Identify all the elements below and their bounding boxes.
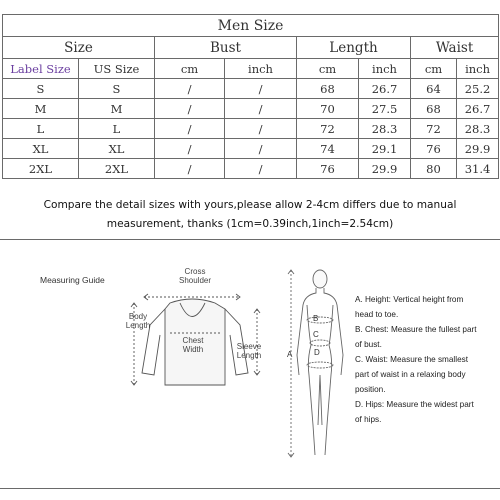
waist-cm-cell: 72 xyxy=(411,119,457,139)
bust-inch-cell: / xyxy=(225,99,297,119)
sleeve-length-label: Sleeve Length xyxy=(236,342,262,360)
waist-cm-header: cm xyxy=(411,59,457,79)
note-line-2: measurement, thanks (1cm=0.39inch,1inch=2.54cm) xyxy=(106,218,394,230)
list-item: C. Waist: Measure the smallest part of waist in a relaxing body position. xyxy=(355,355,468,394)
bust-inch-cell: / xyxy=(225,119,297,139)
figure-letter-c: C xyxy=(313,330,319,339)
us-size-cell: 2XL xyxy=(79,159,155,179)
waist-inch-cell: 28.3 xyxy=(457,119,499,139)
chest-width-label: Chest Width xyxy=(182,336,204,354)
bust-group-header: Bust xyxy=(155,37,297,59)
label-size-header: Label Size xyxy=(3,59,79,79)
measuring-instructions xyxy=(355,292,500,427)
waist-inch-cell: 25.2 xyxy=(457,79,499,99)
bust-cm-cell: / xyxy=(155,139,225,159)
size-group-header: Size xyxy=(3,37,155,59)
bottom-divider xyxy=(0,488,500,489)
bust-cm-cell: / xyxy=(155,119,225,139)
size-note xyxy=(0,196,500,234)
waist-cm-cell: 76 xyxy=(411,139,457,159)
waist-inch-cell: 29.9 xyxy=(457,139,499,159)
bust-cm-cell: / xyxy=(155,159,225,179)
bust-cm-cell: / xyxy=(155,99,225,119)
bust-cm-cell: / xyxy=(155,79,225,99)
note-line-1: Compare the detail sizes with yours,please allow 2-4cm differs due to manual xyxy=(43,199,457,211)
table-row xyxy=(3,79,499,99)
section-divider xyxy=(0,239,500,240)
table-row xyxy=(3,99,499,119)
cross-shoulder-label: Cross Shoulder xyxy=(178,267,212,285)
us-size-cell: M xyxy=(79,99,155,119)
us-size-cell: XL xyxy=(79,139,155,159)
length-cm-cell: 74 xyxy=(297,139,359,159)
table-row xyxy=(3,139,499,159)
label-size-cell: L xyxy=(3,119,79,139)
length-inch-cell: 26.7 xyxy=(359,79,411,99)
guide-title: Measuring Guide xyxy=(40,275,105,285)
figure-letter-d: D xyxy=(314,348,320,357)
bust-cm-header: cm xyxy=(155,59,225,79)
waist-inch-header: inch xyxy=(457,59,499,79)
length-cm-cell: 68 xyxy=(297,79,359,99)
length-inch-cell: 28.3 xyxy=(359,119,411,139)
us-size-header: US Size xyxy=(79,59,155,79)
length-inch-header: inch xyxy=(359,59,411,79)
length-cm-header: cm xyxy=(297,59,359,79)
label-size-cell: M xyxy=(3,99,79,119)
figure-letter-b: B xyxy=(313,314,319,323)
body-length-label: Body Length xyxy=(125,312,151,330)
figure-letter-a: A xyxy=(287,350,293,359)
waist-inch-cell: 31.4 xyxy=(457,159,499,179)
label-size-cell: XL xyxy=(3,139,79,159)
waist-group-header: Waist xyxy=(411,37,499,59)
us-size-cell: L xyxy=(79,119,155,139)
length-inch-cell: 27.5 xyxy=(359,99,411,119)
table-row xyxy=(3,119,499,139)
body-figure-illustration xyxy=(285,265,355,465)
list-item: A. Height: Vertical height from head to toe. xyxy=(355,295,464,319)
waist-inch-cell: 26.7 xyxy=(457,99,499,119)
waist-cm-cell: 68 xyxy=(411,99,457,119)
waist-cm-cell: 64 xyxy=(411,79,457,99)
table-row xyxy=(3,159,499,179)
length-inch-cell: 29.1 xyxy=(359,139,411,159)
bust-inch-cell: / xyxy=(225,139,297,159)
list-item: D. Hips: Measure the widest part of hips. xyxy=(355,400,474,424)
label-size-cell: 2XL xyxy=(3,159,79,179)
measuring-guide xyxy=(0,250,500,500)
bust-inch-header: inch xyxy=(225,59,297,79)
us-size-cell: S xyxy=(79,79,155,99)
bust-inch-cell: / xyxy=(225,159,297,179)
table-title: Men Size xyxy=(3,15,499,37)
length-group-header: Length xyxy=(297,37,411,59)
length-cm-cell: 70 xyxy=(297,99,359,119)
size-chart-table xyxy=(2,14,499,179)
length-cm-cell: 76 xyxy=(297,159,359,179)
bust-inch-cell: / xyxy=(225,79,297,99)
list-item: B. Chest: Measure the fullest part of bust. xyxy=(355,325,477,349)
label-size-cell: S xyxy=(3,79,79,99)
length-inch-cell: 29.9 xyxy=(359,159,411,179)
length-cm-cell: 72 xyxy=(297,119,359,139)
waist-cm-cell: 80 xyxy=(411,159,457,179)
